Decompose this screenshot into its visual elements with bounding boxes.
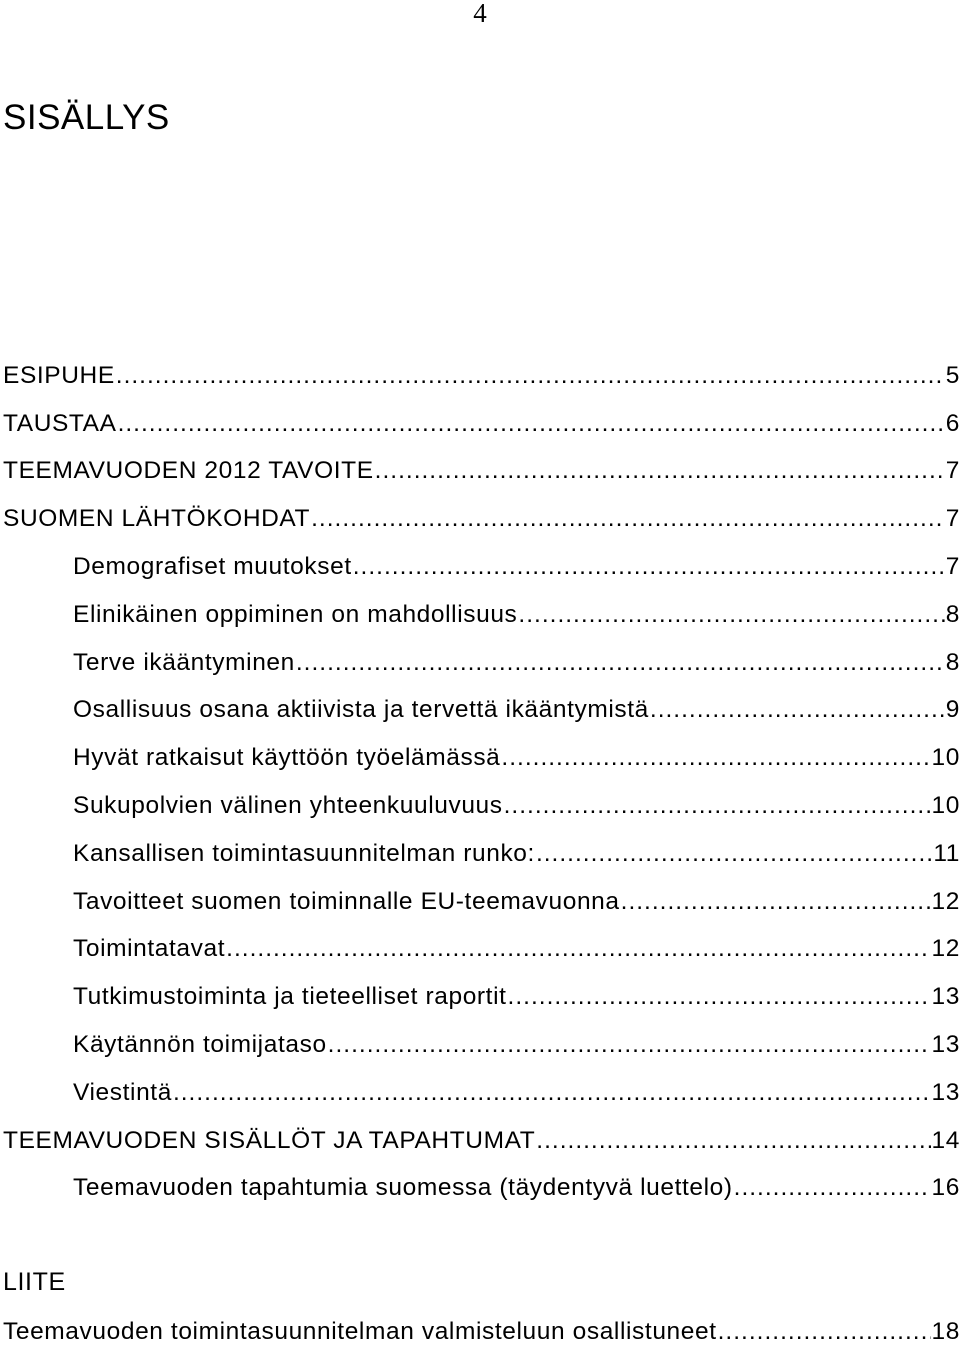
toc-entry-page: 7: [945, 553, 960, 581]
toc-dot-leader: [504, 792, 931, 820]
toc-entry-label: TAUSTAA: [3, 409, 117, 437]
toc-dot-leader: [650, 696, 945, 724]
toc-dot-leader: [296, 649, 945, 677]
toc-entry-page: 11: [933, 839, 960, 867]
toc-entry-page: 8: [945, 648, 960, 676]
toc-entry-label: SUOMEN LÄHTÖKOHDAT: [3, 505, 311, 533]
toc-entry[interactable]: [0, 352, 960, 400]
toc-entry-page: 13: [931, 1078, 960, 1106]
toc-entry-label: Käytännön toimijataso: [73, 1031, 327, 1059]
toc-entry-page: 14: [931, 1126, 960, 1154]
toc-entry-page: 8: [945, 600, 960, 628]
toc-dot-leader: [536, 1127, 930, 1155]
toc-entry-page: 6: [945, 409, 960, 437]
toc-entry[interactable]: [0, 1308, 960, 1356]
toc-dot-leader: [536, 840, 932, 868]
toc-entry-page: 12: [931, 935, 960, 963]
toc-entry[interactable]: [0, 1069, 960, 1117]
toc-entry-label: Elinikäinen oppiminen on mahdollisuus: [73, 600, 518, 628]
toc-entry-label: TEEMAVUODEN SISÄLLÖT JA TAPAHTUMAT: [3, 1126, 536, 1154]
toc-entry-page: 9: [945, 696, 960, 724]
toc-entry-label: Sukupolvien välinen yhteenkuuluvuus: [73, 792, 503, 820]
toc-dot-leader: [734, 1174, 931, 1202]
toc-entry-page: 18: [931, 1317, 960, 1345]
toc-dot-leader: [116, 362, 945, 390]
toc-entry-page: 13: [931, 983, 960, 1011]
toc-entry[interactable]: [0, 1117, 960, 1165]
toc-entry-page: 7: [945, 457, 960, 485]
toc-entry-label: TEEMAVUODEN 2012 TAVOITE: [3, 457, 374, 485]
toc-entry-label: Tavoitteet suomen toiminnalle EU-teemavuonna: [73, 887, 620, 915]
toc-dot-leader: [173, 1079, 931, 1107]
toc-entry[interactable]: [0, 926, 960, 974]
toc-entry-label: Teemavuoden tapahtumia suomessa (täydentyvä luettelo): [73, 1174, 733, 1202]
toc-entry-label: Tutkimustoiminta ja tieteelliset raportit: [73, 983, 507, 1011]
toc-entry-page: 7: [945, 505, 960, 533]
toc-entry[interactable]: [0, 591, 960, 639]
toc-entry-page: 12: [931, 887, 960, 915]
toc-entry-label: Demografiset muutokset: [73, 553, 352, 581]
toc-dot-leader: [621, 888, 931, 916]
toc-dot-leader: [518, 601, 944, 629]
toc-entry-page: 13: [931, 1031, 960, 1059]
toc-entry[interactable]: [0, 400, 960, 448]
toc-entry-label: ESIPUHE: [3, 361, 115, 389]
toc-dot-leader: [226, 935, 930, 963]
toc-entry-page: 16: [931, 1174, 960, 1202]
toc-entry[interactable]: [0, 1165, 960, 1213]
toc-entry[interactable]: [0, 1021, 960, 1069]
toc-dot-leader: [118, 410, 945, 438]
toc-entry-page: 5: [945, 361, 960, 389]
toc-entry-label: Osallisuus osana aktiivista ja tervettä ikääntymistä: [73, 696, 649, 724]
toc-dot-leader: [328, 1031, 931, 1059]
page-title: SISÄLLYS: [3, 98, 170, 137]
toc-entry[interactable]: [0, 495, 960, 543]
toc-entry-label: Viestintä: [73, 1078, 172, 1106]
toc-dot-leader: [353, 553, 945, 581]
toc-dot-leader: [501, 744, 930, 772]
toc-entry[interactable]: [0, 543, 960, 591]
toc-entry-label: Terve ikääntyminen: [73, 648, 295, 676]
appendix-list: [0, 1308, 960, 1356]
appendix-title: LIITE: [3, 1268, 66, 1296]
toc-entry[interactable]: [0, 687, 960, 735]
toc-entry-label: Teemavuoden toimintasuunnitelman valmisteluun osallistuneet: [3, 1317, 717, 1345]
toc-dot-leader: [311, 505, 945, 533]
page-number: 4: [473, 0, 487, 28]
toc-entry[interactable]: [0, 878, 960, 926]
toc-dot-leader: [718, 1318, 931, 1346]
toc-entry[interactable]: [0, 830, 960, 878]
toc-entry[interactable]: [0, 973, 960, 1021]
toc-entry-label: Kansallisen toimintasuunnitelman runko:: [73, 839, 535, 867]
toc-entry[interactable]: [0, 639, 960, 687]
toc-entry[interactable]: [0, 734, 960, 782]
toc-entry-page: 10: [931, 744, 960, 772]
toc-entry[interactable]: [0, 448, 960, 496]
toc-entry-label: Hyvät ratkaisut käyttöön työelämässä: [73, 744, 501, 772]
toc-entry-page: 10: [931, 792, 960, 820]
toc-dot-leader: [508, 983, 931, 1011]
toc-dot-leader: [375, 457, 945, 485]
toc-entry[interactable]: [0, 782, 960, 830]
toc-entry-label: Toimintatavat: [73, 935, 226, 963]
table-of-contents: [0, 352, 960, 1212]
